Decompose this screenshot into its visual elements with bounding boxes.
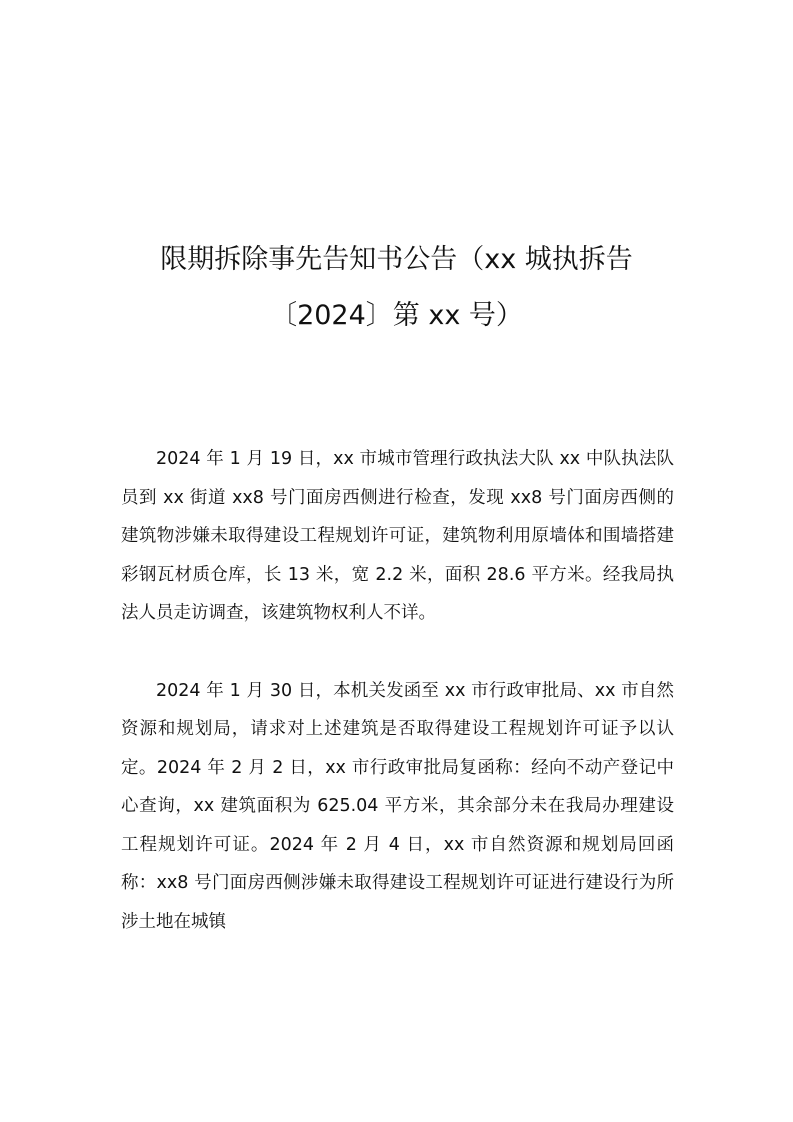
title-line-1: 限期拆除事先告知书公告（xx 城执拆告	[160, 244, 633, 275]
paragraph-2: 2024 年 1 月 30 日，本机关发函至 xx 市行政审批局、xx 市自然资源和规划局，请求对上述建筑是否取得建设工程规划许可证予以认定。2024 年 2 月 2 日，xx 市行政审批局复函称：经向不动产登记中心查询，xx 建筑面积为 625.04 平方米，其余部分未在我局办理建设工程规划许可证。2024 年 2 月 4 日，xx 市自然资源和规划局回函称：xx8 号门面房西侧涉嫌未取得建设工程规划许可证进行建设行为所涉土地在城镇	[121, 680, 674, 932]
title-line-2: 〔2024〕第 xx 号）	[270, 300, 523, 331]
paragraph-1: 2024 年 1 月 19 日，xx 市城市管理行政执法大队 xx 中队执法队员到 xx 街道 xx8 号门面房西侧进行检查，发现 xx8 号门面房西侧的建筑物涉嫌未取得建设工程规划许可证，建筑物利用原墙体和围墙搭建彩钢瓦材质仓库，长 13 米，宽 2.2 米，面积 28.6 平方米。经我局执法人员走访调查，该建筑物权利人不详。	[121, 449, 674, 623]
document-body	[121, 440, 674, 941]
document-title	[120, 232, 673, 344]
